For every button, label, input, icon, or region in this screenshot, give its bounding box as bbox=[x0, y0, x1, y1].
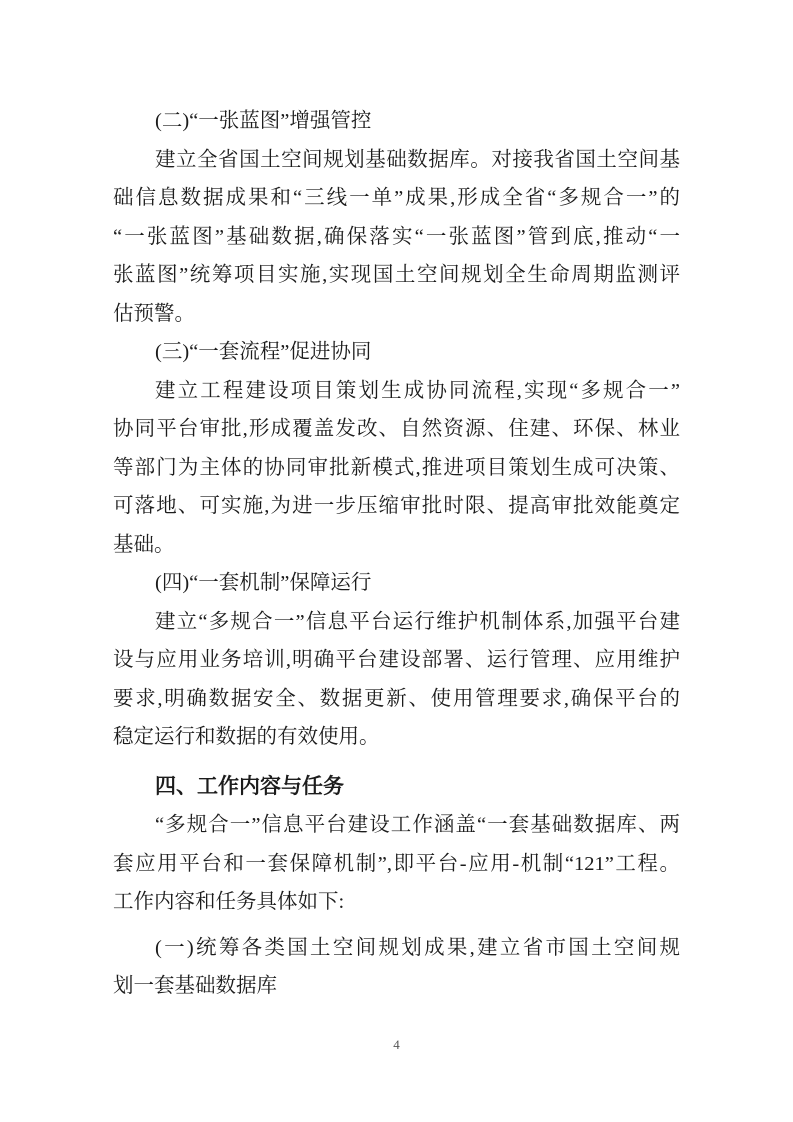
body-text-line: 协同平台审批,形成覆盖发改、自然资源、住建、环保、林业 bbox=[113, 418, 680, 440]
body-text-line: 工作内容和任务具体如下: bbox=[113, 891, 345, 913]
section-heading: (四)“一套机制”保障运行 bbox=[155, 572, 372, 594]
body-text-line: 可落地、可实施,为进一步压缩审批时限、提高审批效能奠定 bbox=[113, 495, 680, 517]
body-text-line: 稳定运行和数据的有效使用。 bbox=[113, 726, 380, 748]
page-number: 4 bbox=[393, 1037, 400, 1052]
body-text-line: 建立“多规合一”信息平台运行维护机制体系,加强平台建 bbox=[155, 610, 680, 633]
body-text-line: 套应用平台和一套保障机制”,即平台-应用-机制“121”工程。 bbox=[113, 852, 680, 875]
body-text-line: 础信息数据成果和“三线一单”成果,形成全省“多规合一”的 bbox=[113, 187, 680, 209]
body-text-line: 估预警。 bbox=[113, 302, 195, 325]
body-text-line: “一张蓝图”基础数据,确保落实“一张蓝图”管到底,推动“一 bbox=[113, 225, 680, 248]
body-text-line: 要求,明确数据安全、数据更新、使用管理要求,确保平台的 bbox=[113, 687, 680, 710]
body-text-line: 建立全省国土空间规划基础数据库。对接我省国土空间基 bbox=[155, 148, 680, 171]
document-body bbox=[113, 102, 680, 1006]
section-heading-line: 划一套基础数据库 bbox=[113, 975, 277, 997]
section-heading-line: (一)统筹各类国土空间规划成果,建立省市国土空间规 bbox=[155, 936, 680, 959]
body-text-line: 等部门为主体的协同审批新模式,推进项目策划生成可决策、 bbox=[113, 456, 680, 479]
body-text-line: 建立工程建设项目策划生成协同流程,实现“多规合一” bbox=[155, 379, 680, 402]
body-text-line: 基础。 bbox=[113, 533, 175, 556]
body-text-line: 设与应用业务培训,明确平台建设部署、运行管理、应用维护 bbox=[113, 649, 680, 671]
chapter-heading: 四、工作内容与任务 bbox=[155, 774, 344, 798]
section-heading: (三)“一套流程”促进协同 bbox=[155, 341, 372, 363]
body-text-line: “多规合一”信息平台建设工作涵盖“一套基础数据库、两 bbox=[155, 814, 680, 836]
body-text-line: 张蓝图”统筹项目实施,实现国土空间规划全生命周期监测评 bbox=[113, 264, 680, 286]
section-heading: (二)“一张蓝图”增强管控 bbox=[155, 110, 372, 132]
